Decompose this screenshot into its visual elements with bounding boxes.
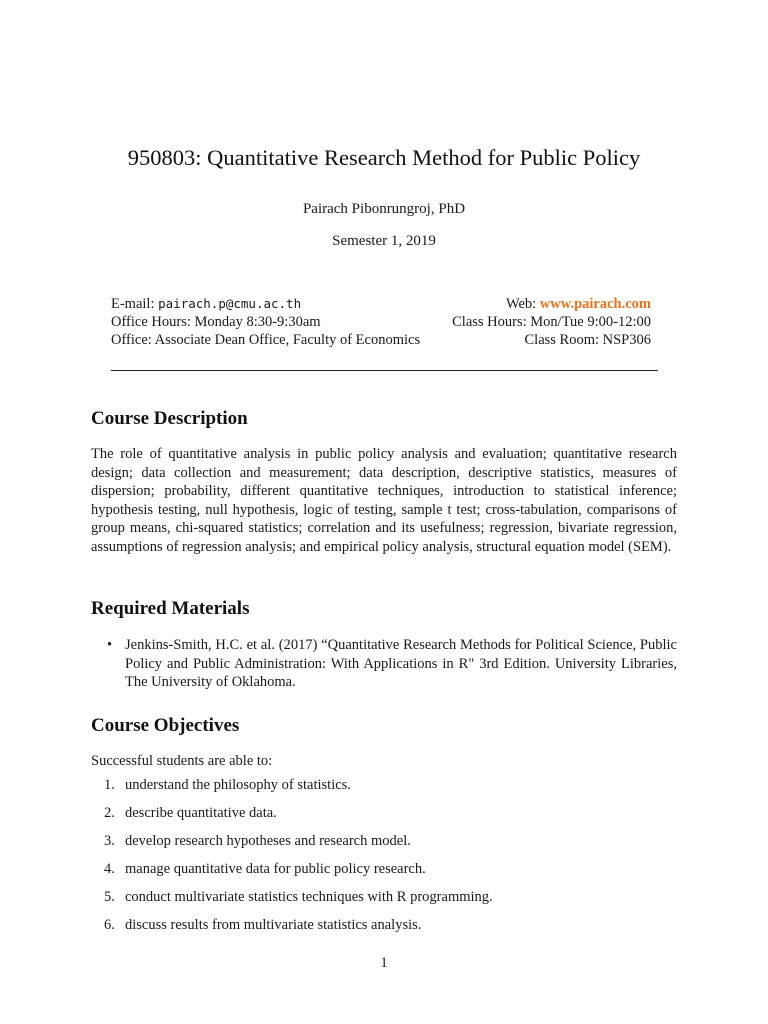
list-item [104,860,664,888]
material-reference: Jenkins-Smith, H.C. et al. (2017) “Quantitative Research Methods for Political Science, Public Policy and Public Administration: With Applications in R" 3rd Edition. University Libraries, The University of Oklahoma. [125,637,677,690]
objective-text: manage quantitative data for public policy research. [125,861,426,877]
list-number: 3. [104,833,115,849]
class-room: Class Room: NSP306 [524,332,651,348]
section-heading-course-objectives: Course Objectives [91,715,240,736]
objectives-intro: Successful students are able to: [91,753,273,769]
list-item [104,916,664,944]
course-description-text: The role of quantitative analysis in public policy analysis and evaluation; quantitative research design; data collection and measurement; data description, descriptive statistics, measures of dispersion; probability, different quantitative techniques, introduction to statistical inference; hypothesis testing, null hypothesis, logic of testing, sample t test; cross-tabulation, comparisons of group means, chi-squared statistics; correlation and its usefulness; regression, bivariate regression, assumptions of regression analysis; and empirical policy analysis, structural equation model (SEM). [91,446,677,555]
contact-info [111,295,651,349]
list-number: 5. [104,889,115,905]
section-heading-course-description: Course Description [91,408,248,429]
email-address[interactable]: pairach.p@cmu.ac.th [158,296,302,311]
objectives-list [104,776,664,944]
list-number: 4. [104,861,115,877]
objective-text: develop research hypotheses and research model. [125,833,411,849]
objective-text: conduct multivariate statistics techniques with R programming. [125,889,493,905]
web-link[interactable]: www.pairach.com [539,296,651,312]
list-item [104,832,664,860]
author-name: Pairach Pibonrungroj, PhD [302,201,466,217]
list-item [107,636,677,692]
list-item [104,776,664,804]
list-number: 6. [104,917,115,933]
info-row-hours [111,313,651,331]
class-hours: Class Hours: Mon/Tue 9:00-12:00 [452,314,651,330]
list-item [104,888,664,916]
list-item [104,804,664,832]
web-label: Web: [505,296,540,312]
objective-text: understand the philosophy of statistics. [125,777,351,793]
section-heading-required-materials: Required Materials [91,598,250,619]
office-hours: Office Hours: Monday 8:30-9:30am [111,314,321,330]
bullet-icon: • [107,637,113,653]
header-divider [111,370,658,371]
info-row-email-web [111,295,651,313]
email-label: E-mail: [111,296,159,312]
document-title: 950803: Quantitative Research Method for Public Policy [127,145,641,170]
list-number: 2. [104,805,115,821]
page-number: 1 [380,955,388,971]
web-line [506,295,651,313]
objective-text: describe quantitative data. [125,805,277,821]
objective-text: discuss results from multivariate statistics analysis. [125,917,422,933]
info-row-office [111,331,651,349]
semester: Semester 1, 2019 [332,233,436,249]
email-line [111,295,301,313]
office-location: Office: Associate Dean Office, Faculty of Economics [111,332,421,348]
list-number: 1. [104,777,115,793]
